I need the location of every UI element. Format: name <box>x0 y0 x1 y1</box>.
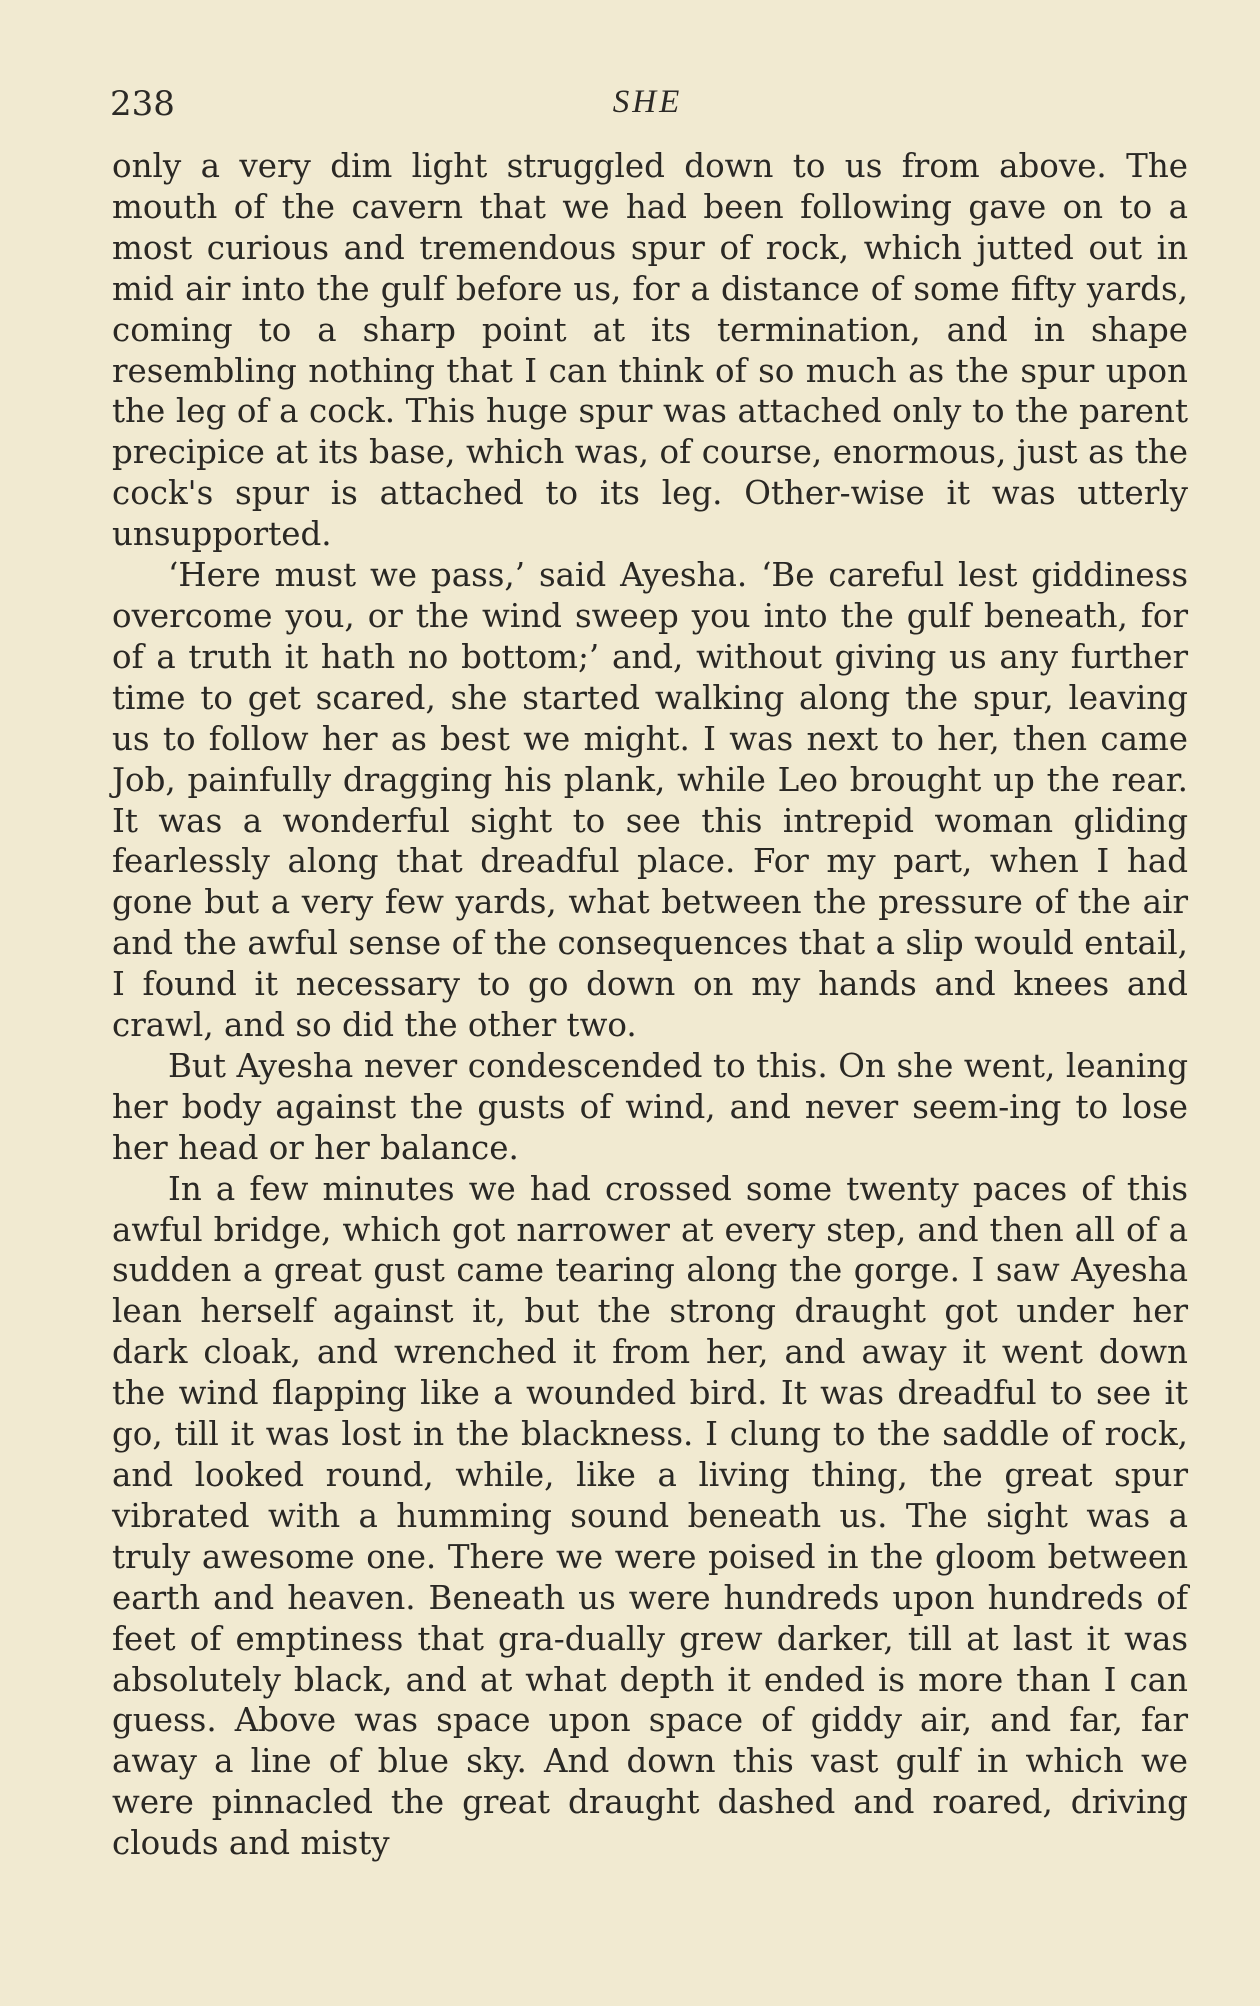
running-title: SHE <box>612 84 683 120</box>
paragraph-2: ‘Here must we pass,’ said Ayesha. ‘Be careful lest giddiness overcome you, or the wind sweep you into the gulf beneath, for of a truth it hath no bottom;’ and, without giving us any further time to get scared, she started walking along the spur, leaving us to follow her as best we might. I was next to her, then came Job, painfully dragging his plank, while Leo brought up the rear. It was a wonderful sight to see this intrepid woman gliding fearlessly along that dreadful place. For my part, when I had gone but a very few yards, what between the pressure of the air and the awful sense of the consequences that a slip would entail, I found it necessary to go down on my hands and knees and crawl, and so did the other two. <box>112 556 1188 1045</box>
paragraph-1: only a very dim light struggled down to us from above. The mouth of the cavern that we had been following gave on to a most curious and tremendous spur of rock, which jutted out in mid air into the gulf before us, for a distance of some fifty yards, coming to a sharp point at its termination, and in shape resembling nothing that I can think of so much as the spur upon the leg of a cock. This huge spur was attached only to the parent precipice at its base, which was, of course, enormous, just as the cock's spur is attached to its leg. Other-wise it was utterly unsupported. <box>112 147 1188 554</box>
page-number: 238 <box>110 84 175 124</box>
page-header <box>110 84 1185 134</box>
paragraph-3: But Ayesha never condescended to this. On she went, leaning her body against the gusts of wind, and never seem-ing to lose her head or her balance. <box>112 1046 1188 1167</box>
body-text <box>112 146 1188 1864</box>
paragraph-4: In a few minutes we had crossed some twenty paces of this awful bridge, which got narrower at every step, and then all of a sudden a great gust came tearing along the gorge. I saw Ayesha lean herself against it, but the strong draught got under her dark cloak, and wrenched it from her, and away it went down the wind flapping like a wounded bird. It was dreadful to see it go, till it was lost in the blackness. I clung to the saddle of rock, and looked round, while, like a living thing, the great spur vibrated with a humming sound beneath us. The sight was a truly awesome one. There we were poised in the gloom between earth and heaven. Beneath us were hundreds upon hundreds of feet of emptiness that gra-dually grew darker, till at last it was absolutely black, and at what depth it ended is more than I can guess. Above was space upon space of giddy air, and far, far away a line of blue sky. And down this vast gulf in which we were pinnacled the great draught dashed and roared, driving clouds and misty <box>112 1169 1188 1863</box>
